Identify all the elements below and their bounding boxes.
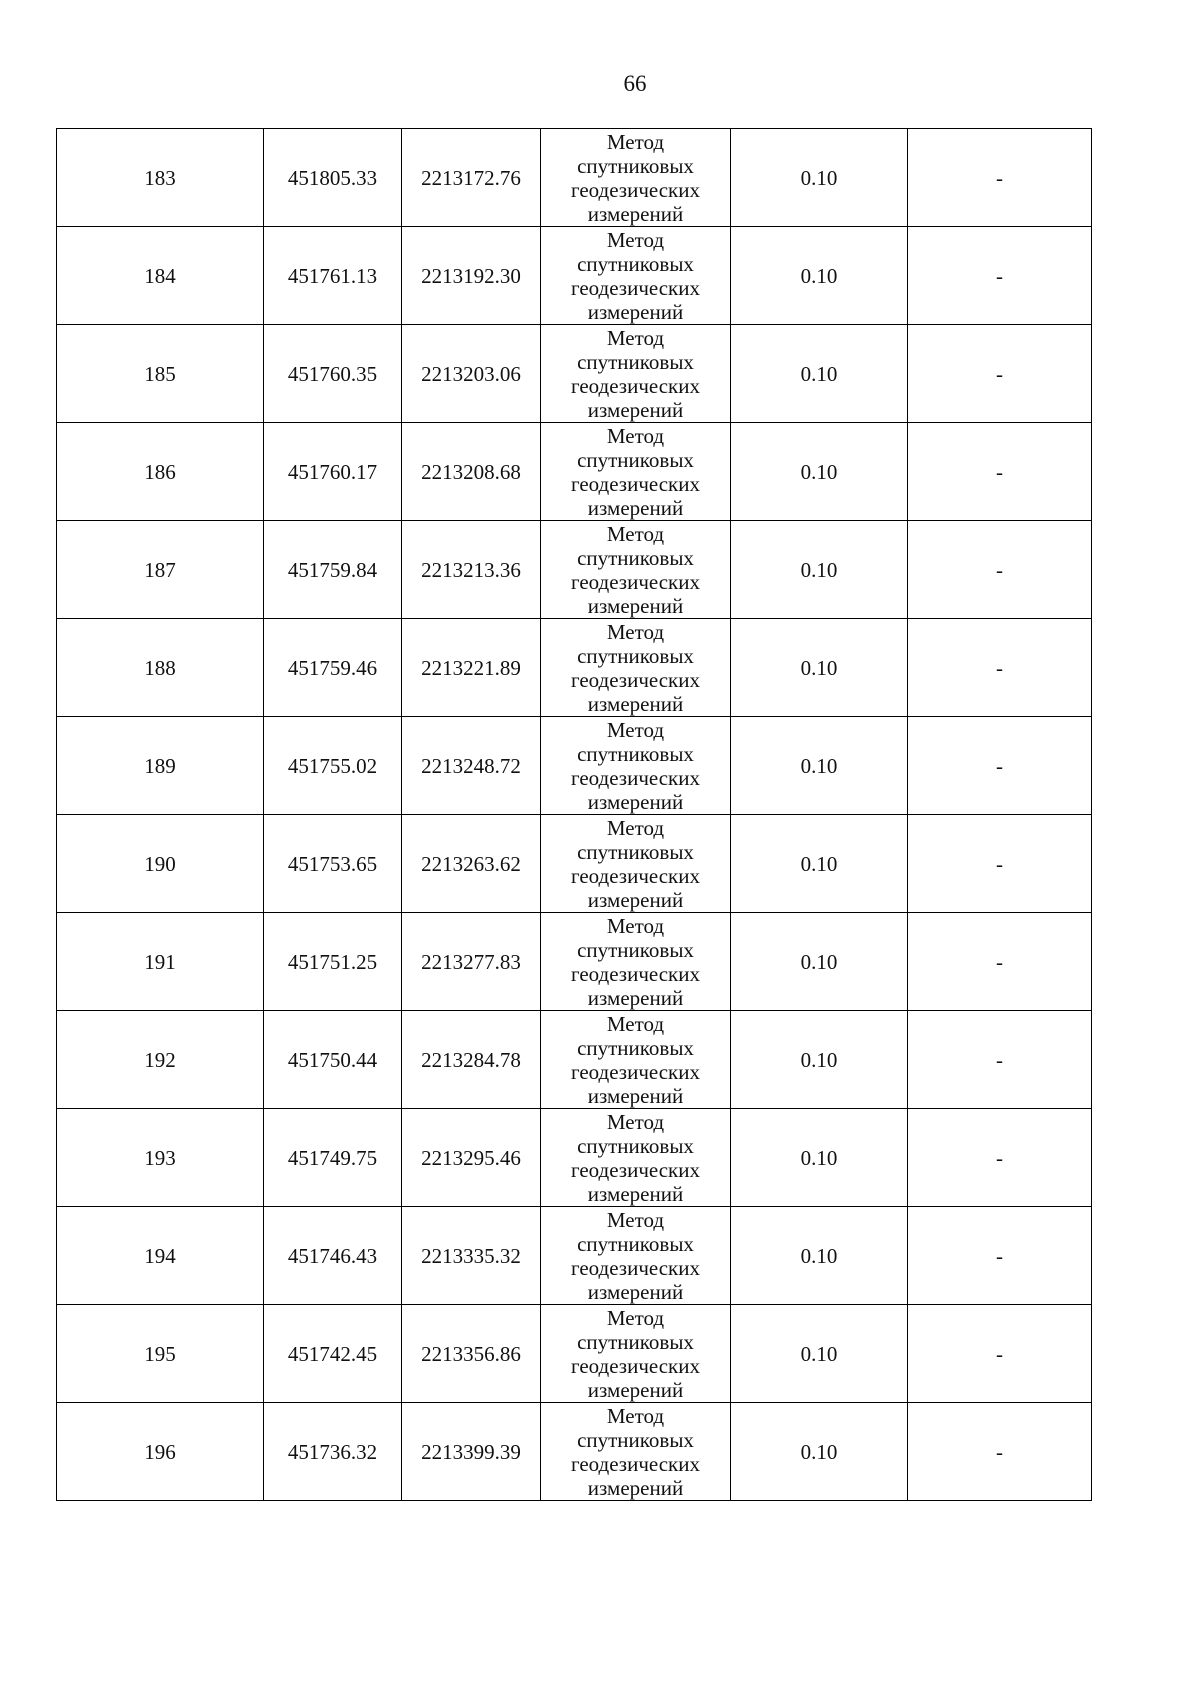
y-coordinate-cell: 2213203.06 [402, 325, 541, 423]
method-line: спутниковых [577, 643, 694, 668]
method-line: геодезических [570, 1451, 700, 1476]
method-cell [541, 423, 731, 521]
note-cell: - [908, 1207, 1092, 1305]
x-coordinate-cell: 451759.46 [264, 619, 402, 717]
x-coordinate-cell: 451760.35 [264, 325, 402, 423]
method-line: геодезических [570, 275, 700, 300]
method-line: Метод [606, 1305, 665, 1330]
page-number: 66 [623, 71, 647, 96]
note-cell: - [908, 913, 1092, 1011]
table-row [57, 815, 1092, 913]
method-line: спутниковых [577, 1035, 694, 1060]
method-cell [541, 129, 731, 227]
method-line: Метод [606, 717, 665, 742]
accuracy-cell: 0.10 [731, 325, 908, 423]
table-row [57, 423, 1092, 521]
method-line: измерений [587, 1279, 684, 1304]
point-number-cell: 193 [57, 1109, 264, 1207]
y-coordinate-cell: 2213192.30 [402, 227, 541, 325]
method-line: спутниковых [577, 741, 694, 766]
x-coordinate-cell: 451746.43 [264, 1207, 402, 1305]
accuracy-cell: 0.10 [731, 619, 908, 717]
accuracy-cell: 0.10 [731, 423, 908, 521]
y-coordinate-cell: 2213356.86 [402, 1305, 541, 1403]
method-cell [541, 1109, 731, 1207]
accuracy-cell: 0.10 [731, 129, 908, 227]
point-number-cell: 190 [57, 815, 264, 913]
method-line: измерений [587, 1475, 684, 1500]
y-coordinate-cell: 2213277.83 [402, 913, 541, 1011]
note-cell: - [908, 619, 1092, 717]
method-line: геодезических [570, 765, 700, 790]
note-cell: - [908, 1305, 1092, 1403]
note-cell: - [908, 423, 1092, 521]
method-line: геодезических [570, 569, 700, 594]
method-line: спутниковых [577, 1231, 694, 1256]
table-row [57, 227, 1092, 325]
method-cell [541, 1403, 731, 1501]
y-coordinate-cell: 2213221.89 [402, 619, 541, 717]
method-line: измерений [587, 887, 684, 912]
method-cell [541, 913, 731, 1011]
method-cell [541, 1207, 731, 1305]
y-coordinate-cell: 2213263.62 [402, 815, 541, 913]
y-coordinate-cell: 2213335.32 [402, 1207, 541, 1305]
note-cell: - [908, 521, 1092, 619]
method-line: измерений [587, 593, 684, 618]
method-line: Метод [606, 521, 665, 546]
method-line: измерений [587, 691, 684, 716]
point-number-cell: 184 [57, 227, 264, 325]
method-line: геодезических [570, 961, 700, 986]
x-coordinate-cell: 451805.33 [264, 129, 402, 227]
y-coordinate-cell: 2213399.39 [402, 1403, 541, 1501]
table-row [57, 129, 1092, 227]
table-row [57, 1011, 1092, 1109]
method-line: измерений [587, 299, 684, 324]
x-coordinate-cell: 451736.32 [264, 1403, 402, 1501]
table-row [57, 325, 1092, 423]
x-coordinate-cell: 451753.65 [264, 815, 402, 913]
method-cell [541, 325, 731, 423]
note-cell: - [908, 1109, 1092, 1207]
method-line: геодезических [570, 471, 700, 496]
point-number-cell: 191 [57, 913, 264, 1011]
method-line: Метод [606, 423, 665, 448]
accuracy-cell: 0.10 [731, 521, 908, 619]
y-coordinate-cell: 2213248.72 [402, 717, 541, 815]
point-number-cell: 194 [57, 1207, 264, 1305]
note-cell: - [908, 717, 1092, 815]
x-coordinate-cell: 451760.17 [264, 423, 402, 521]
method-line: геодезических [570, 1059, 700, 1084]
method-line: Метод [606, 815, 665, 840]
method-line: спутниковых [577, 349, 694, 374]
method-cell [541, 815, 731, 913]
x-coordinate-cell: 451742.45 [264, 1305, 402, 1403]
table-row [57, 1207, 1092, 1305]
method-line: геодезических [570, 667, 700, 692]
method-line: измерений [587, 1377, 684, 1402]
method-line: измерений [587, 1083, 684, 1108]
point-number-cell: 183 [57, 129, 264, 227]
point-number-cell: 189 [57, 717, 264, 815]
x-coordinate-cell: 451759.84 [264, 521, 402, 619]
note-cell: - [908, 1011, 1092, 1109]
method-line: Метод [606, 619, 665, 644]
note-cell: - [908, 129, 1092, 227]
y-coordinate-cell: 2213213.36 [402, 521, 541, 619]
accuracy-cell: 0.10 [731, 1109, 908, 1207]
note-cell: - [908, 227, 1092, 325]
y-coordinate-cell: 2213284.78 [402, 1011, 541, 1109]
table-row [57, 521, 1092, 619]
method-line: Метод [606, 1207, 665, 1232]
table-row [57, 1109, 1092, 1207]
method-line: измерений [587, 397, 684, 422]
table-row [57, 1403, 1092, 1501]
point-number-cell: 186 [57, 423, 264, 521]
x-coordinate-cell: 451761.13 [264, 227, 402, 325]
method-line: Метод [606, 227, 665, 252]
method-cell [541, 227, 731, 325]
x-coordinate-cell: 451755.02 [264, 717, 402, 815]
point-number-cell: 192 [57, 1011, 264, 1109]
method-line: Метод [606, 1403, 665, 1428]
method-line: спутниковых [577, 1427, 694, 1452]
method-line: Метод [606, 913, 665, 938]
accuracy-cell: 0.10 [731, 1305, 908, 1403]
x-coordinate-cell: 451749.75 [264, 1109, 402, 1207]
method-cell [541, 717, 731, 815]
accuracy-cell: 0.10 [731, 1011, 908, 1109]
method-line: геодезических [570, 1353, 700, 1378]
method-line: геодезических [570, 1157, 700, 1182]
y-coordinate-cell: 2213295.46 [402, 1109, 541, 1207]
method-line: спутниковых [577, 1133, 694, 1158]
method-line: Метод [606, 325, 665, 350]
method-line: спутниковых [577, 545, 694, 570]
accuracy-cell: 0.10 [731, 913, 908, 1011]
x-coordinate-cell: 451750.44 [264, 1011, 402, 1109]
note-cell: - [908, 1403, 1092, 1501]
method-line: спутниковых [577, 1329, 694, 1354]
point-number-cell: 195 [57, 1305, 264, 1403]
method-cell [541, 1305, 731, 1403]
table-body [57, 129, 1092, 1501]
accuracy-cell: 0.10 [731, 1207, 908, 1305]
table-row [57, 1305, 1092, 1403]
method-line: измерений [587, 789, 684, 814]
coordinates-table [56, 128, 1092, 1501]
method-line: геодезических [570, 373, 700, 398]
accuracy-cell: 0.10 [731, 227, 908, 325]
method-line: геодезических [570, 863, 700, 888]
table-row [57, 913, 1092, 1011]
point-number-cell: 185 [57, 325, 264, 423]
method-cell [541, 521, 731, 619]
method-line: геодезических [570, 177, 700, 202]
method-line: измерений [587, 985, 684, 1010]
accuracy-cell: 0.10 [731, 1403, 908, 1501]
y-coordinate-cell: 2213172.76 [402, 129, 541, 227]
method-line: спутниковых [577, 251, 694, 276]
method-line: измерений [587, 201, 684, 226]
method-line: спутниковых [577, 839, 694, 864]
method-line: Метод [606, 1011, 665, 1036]
method-line: Метод [606, 129, 665, 154]
method-line: измерений [587, 1181, 684, 1206]
accuracy-cell: 0.10 [731, 717, 908, 815]
method-line: спутниковых [577, 937, 694, 962]
point-number-cell: 187 [57, 521, 264, 619]
point-number-cell: 188 [57, 619, 264, 717]
x-coordinate-cell: 451751.25 [264, 913, 402, 1011]
method-line: Метод [606, 1109, 665, 1134]
method-line: измерений [587, 495, 684, 520]
method-line: спутниковых [577, 153, 694, 178]
table-row [57, 717, 1092, 815]
method-line: спутниковых [577, 447, 694, 472]
note-cell: - [908, 325, 1092, 423]
method-cell [541, 1011, 731, 1109]
y-coordinate-cell: 2213208.68 [402, 423, 541, 521]
method-cell [541, 619, 731, 717]
table-row [57, 619, 1092, 717]
note-cell: - [908, 815, 1092, 913]
point-number-cell: 196 [57, 1403, 264, 1501]
accuracy-cell: 0.10 [731, 815, 908, 913]
method-line: геодезических [570, 1255, 700, 1280]
